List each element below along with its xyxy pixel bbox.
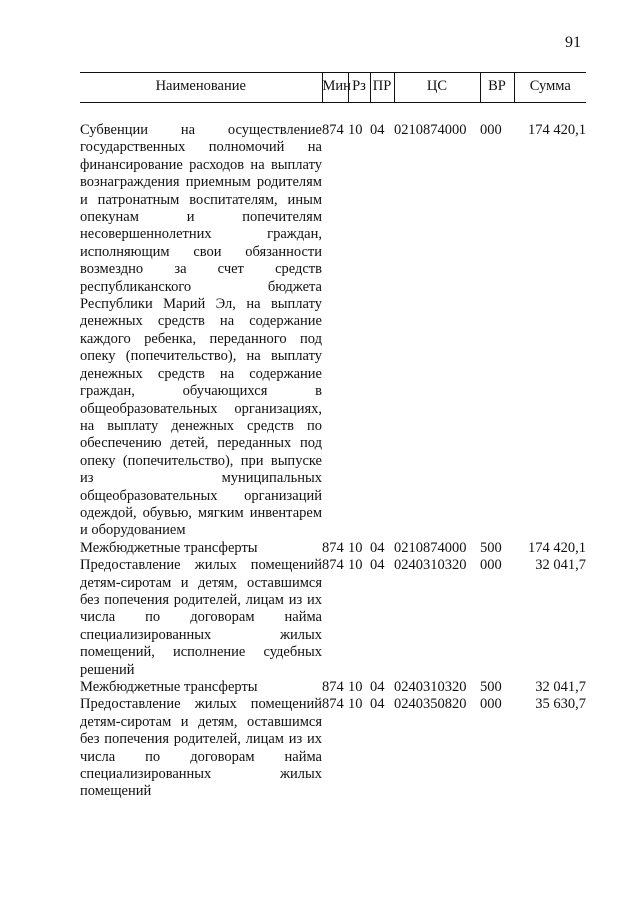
budget-table <box>80 72 586 801</box>
row-name: Межбюджетные трансферты <box>80 539 258 556</box>
row-name: Межбюджетные трансферты <box>80 679 258 695</box>
row-name: Предоставление жилых помещений детям-сиротам и детям, оставшимся без попечения родителей, лицам из их числа по договорам найма специализированных жилых помещений, исполнение судебных решений <box>80 557 322 678</box>
header-sum: Сумма <box>514 73 586 103</box>
row-pr: 04 <box>370 539 385 556</box>
row-pr: 04 <box>370 679 385 695</box>
row-min: 874 <box>322 679 344 695</box>
table-row <box>80 557 586 679</box>
row-vr: 000 <box>480 696 502 713</box>
row-cs: 0240350820 <box>394 696 467 713</box>
table-row <box>80 122 586 540</box>
row-vr: 500 <box>480 539 502 556</box>
row-rz: 10 <box>348 696 363 713</box>
row-min: 874 <box>322 122 344 138</box>
table-row <box>80 679 586 696</box>
row-pr: 04 <box>370 122 385 138</box>
row-vr: 500 <box>480 679 502 695</box>
row-rz: 10 <box>348 679 363 695</box>
row-rz: 10 <box>348 122 363 138</box>
row-sum: 32 041,7 <box>535 679 586 695</box>
row-vr: 000 <box>480 122 502 138</box>
row-vr: 000 <box>480 557 502 574</box>
row-min: 874 <box>322 557 344 574</box>
header-name: Наименование <box>80 73 322 103</box>
table-row <box>80 696 586 800</box>
row-rz: 10 <box>348 557 363 574</box>
row-cs: 0210874000 <box>394 539 467 556</box>
page-number: 91 <box>565 34 581 51</box>
row-sum: 35 630,7 <box>535 696 586 713</box>
header-min: Мин <box>322 73 348 103</box>
row-sum: 32 041,7 <box>535 557 586 574</box>
table-header-row <box>80 73 586 103</box>
row-cs: 0240310320 <box>394 557 467 574</box>
row-sum: 174 420,1 <box>528 122 586 138</box>
row-pr: 04 <box>370 557 385 574</box>
header-rz: Рз <box>348 73 370 103</box>
row-rz: 10 <box>348 539 363 556</box>
row-min: 874 <box>322 696 344 713</box>
row-pr: 04 <box>370 696 385 713</box>
row-cs: 0210874000 <box>394 122 467 138</box>
row-min: 874 <box>322 539 344 556</box>
row-sum: 174 420,1 <box>528 539 586 556</box>
row-cs: 0240310320 <box>394 679 467 695</box>
header-cs: ЦС <box>394 73 480 103</box>
header-vr: ВР <box>480 73 514 103</box>
table-spacer <box>80 103 586 123</box>
row-name: Субвенции на осуществление государственных полномочий на финансирование расходов на выплату вознаграждения приемным родителям и патронатным воспитателям, иным опекунам и попечителям несовершеннолетних граждан, исполняющим свои обязанности возмездно за счет средств республиканского бюджета Республики Марий Эл, на выплату денежных средств на содержание каждого ребенка, переданного под опеку (попечительство), на выплату денежных средств на содержание граждан, обучающихся в общеобразовательных организациях, на выплату денежных средств по обеспечению детей, переданных под опеку (попечительство), при выпуске из муниципальных общеобразовательных организаций одеждой, обувью, мягким инвентарем и оборудованием <box>80 122 322 539</box>
header-pr: ПР <box>370 73 394 103</box>
table-row <box>80 540 586 557</box>
row-name: Предоставление жилых помещений детям-сиротам и детям, оставшимся без попечения родителей, лицам из их числа по договорам найма специализированных жилых помещений <box>80 696 322 800</box>
